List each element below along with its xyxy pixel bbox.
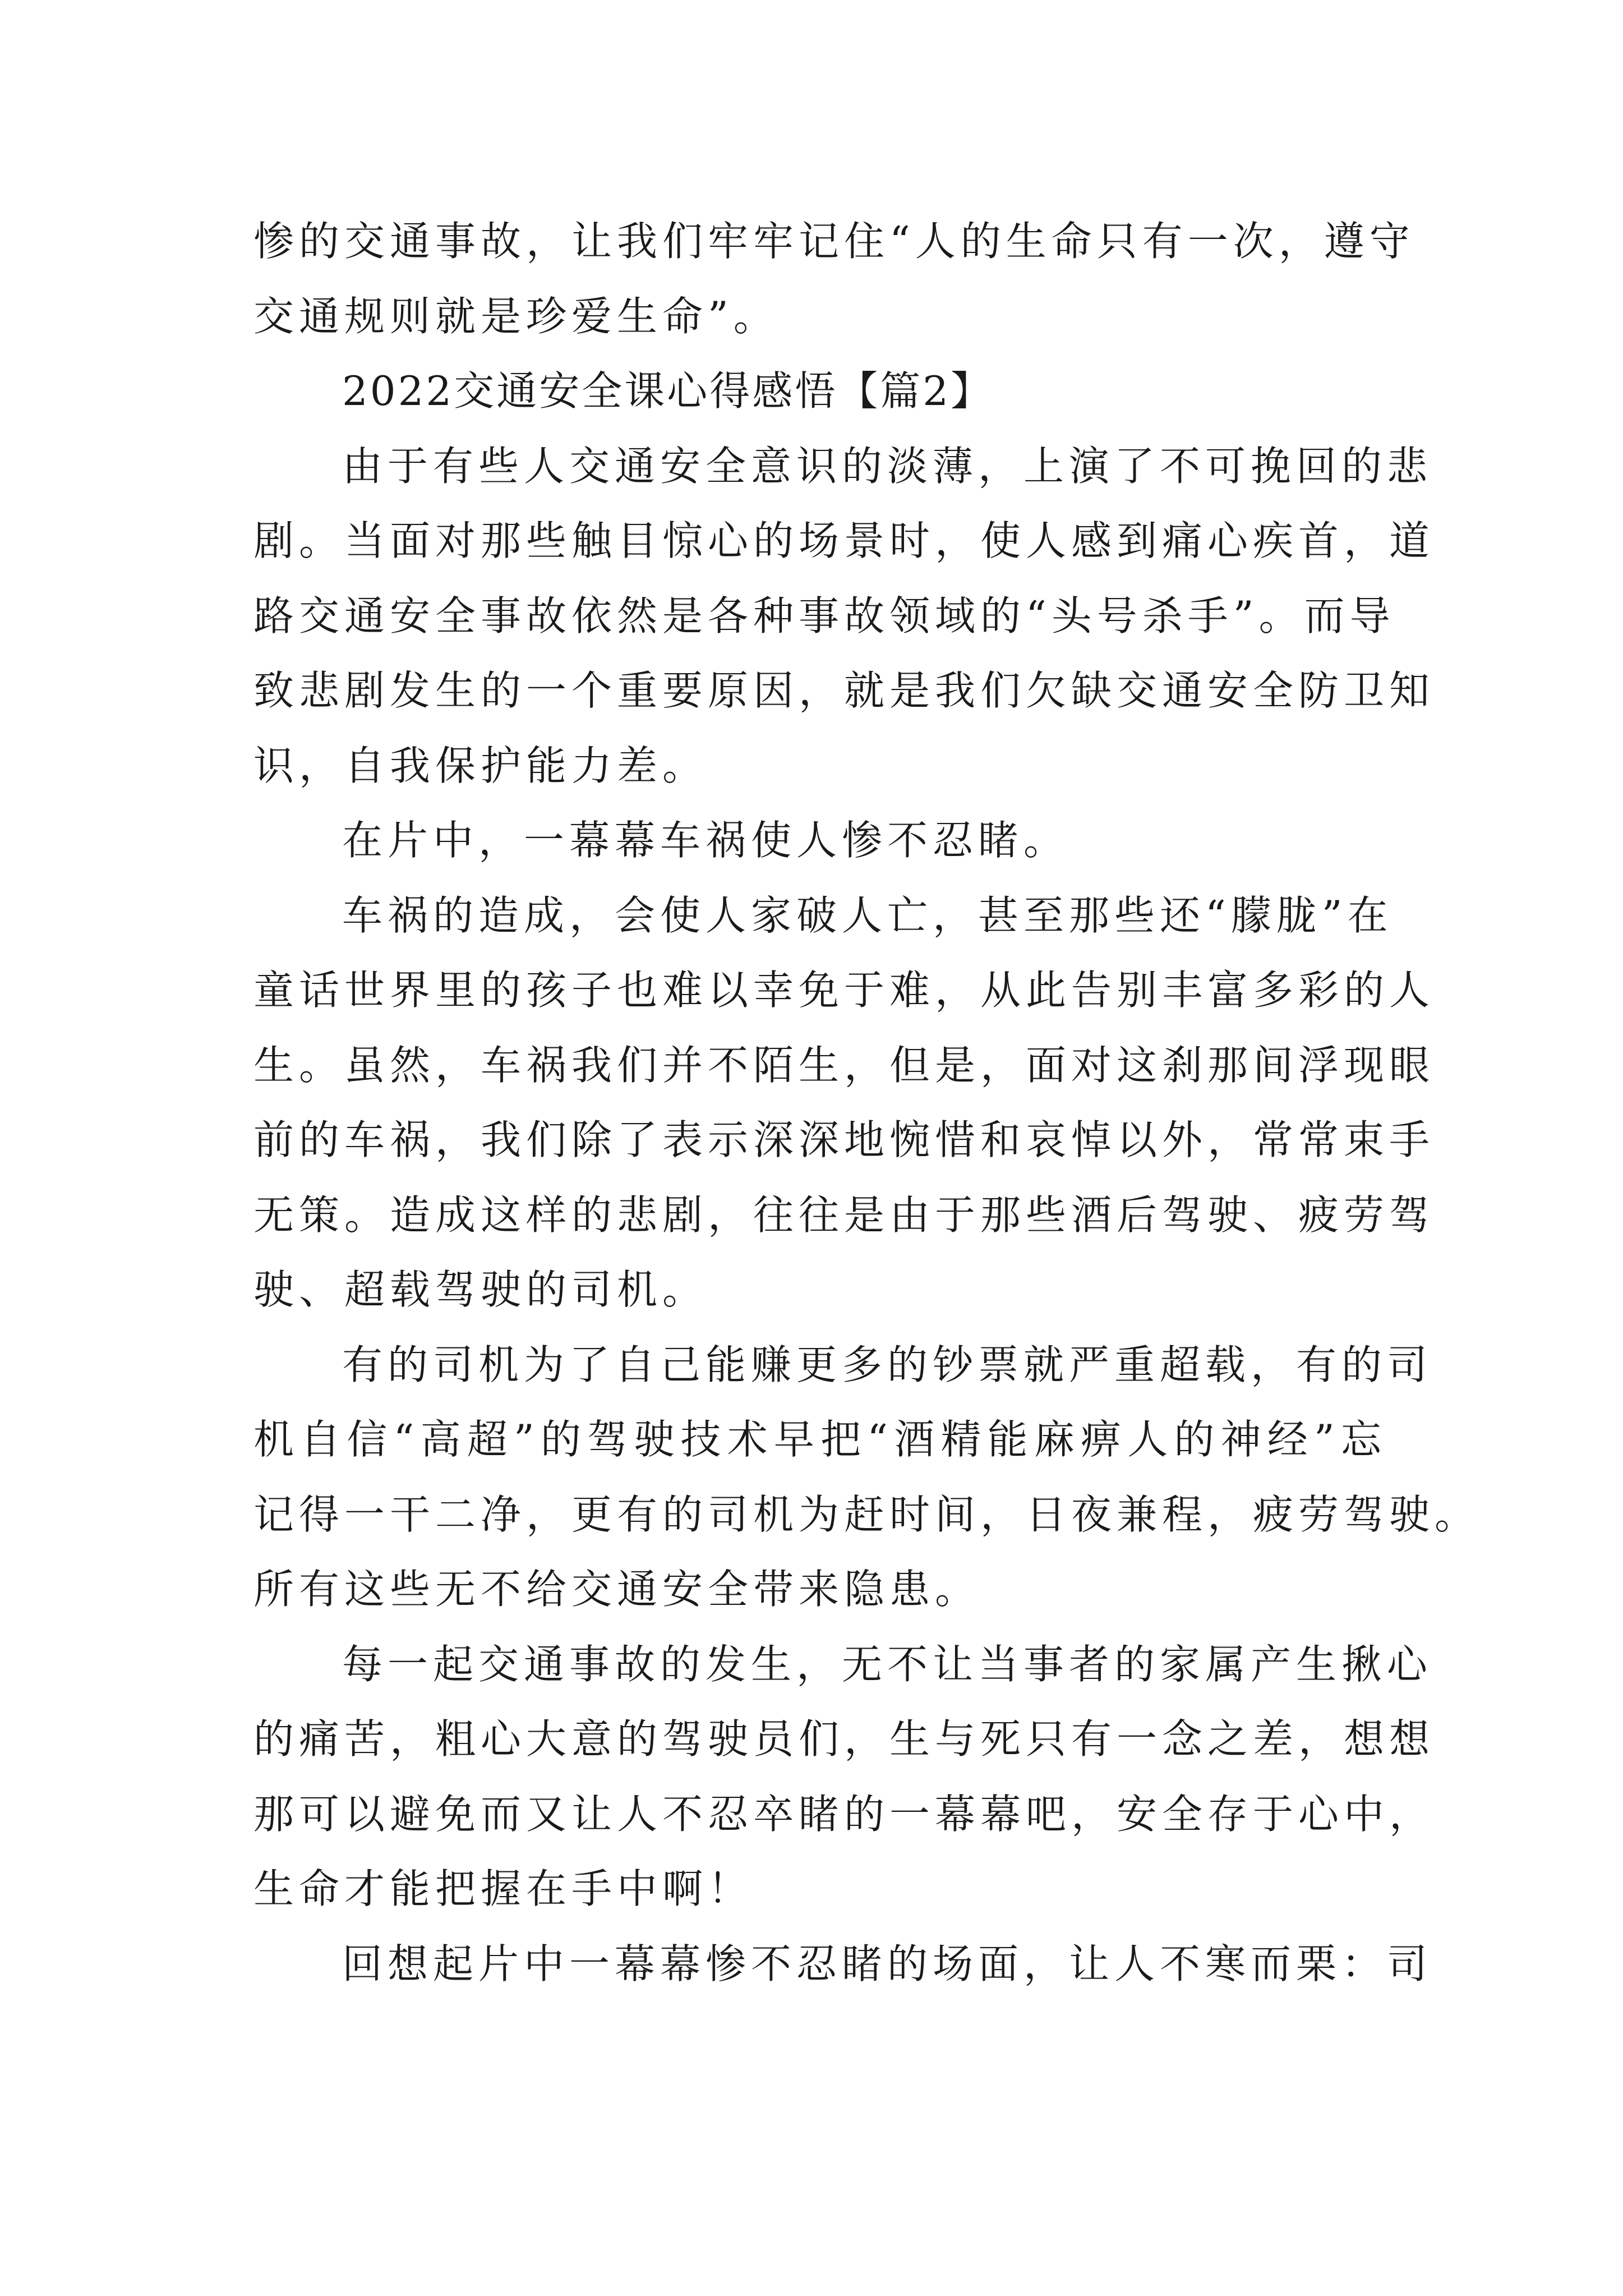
text-line: 由于有些人交通安全意识的淡薄，上演了不可挽回的悲: [342, 442, 1433, 490]
text-line: 每一起交通事故的发生，无不让当事者的家属产生揪心: [342, 1640, 1433, 1688]
text-line: 那可以避免而又让人不忍卒睹的一幕幕吧，安全存于心中，: [253, 1790, 1435, 1838]
text-line: 的痛苦，粗心大意的驾驶员们，生与死只有一念之差，想想: [253, 1715, 1435, 1763]
text-line: 机自信“高超”的驾驶技术早把“酒精能麻痹人的神经”忘: [253, 1416, 1386, 1463]
text-line: 生命才能把握在手中啊！: [253, 1865, 754, 1912]
text-line: 回想起片中一幕幕惨不忍睹的场面，让人不寒而栗：司: [342, 1940, 1433, 1987]
text-line: 所有这些无不给交通安全带来隐患。: [253, 1566, 981, 1613]
text-line: 路交通安全事故依然是各种事故领域的“头号杀手”。而导: [253, 592, 1395, 639]
text-line: 童话世界里的孩子也难以幸免于难，从此告别丰富多彩的人: [253, 967, 1435, 1014]
document-body: [253, 204, 1481, 2001]
section-heading: 2022交通安全课心得感悟【篇2】: [342, 367, 994, 415]
text-line: 识，自我保护能力差。: [253, 742, 708, 789]
text-line: 车祸的造成，会使人家破人亡，甚至那些还“朦胧”在: [342, 891, 1393, 939]
text-line: 记得一干二净，更有的司机为赶时间，日夜兼程，疲劳驾驶。: [253, 1490, 1481, 1538]
text-line: 前的车祸，我们除了表示深深地惋惜和哀悼以外，常常束手: [253, 1116, 1435, 1163]
text-line: 生。虽然，车祸我们并不陌生，但是，面对这刹那间浮现眼: [253, 1041, 1435, 1089]
text-line: 无策。造成这样的悲剧，往往是由于那些酒后驾驶、疲劳驾: [253, 1191, 1435, 1239]
text-line: 驶、超载驾驶的司机。: [253, 1266, 708, 1313]
text-line: 剧。当面对那些触目惊心的场景时，使人感到痛心疾首，道: [253, 517, 1435, 564]
text-line: 惨的交通事故，让我们牢牢记住“人的生命只有一次，遵守: [253, 218, 1415, 265]
text-line: 在片中，一幕幕车祸使人惨不忍睹。: [342, 817, 1069, 864]
text-line: 有的司机为了自己能赚更多的钞票就严重超载，有的司: [342, 1341, 1433, 1388]
text-line: 交通规则就是珍爱生命”。: [253, 292, 779, 340]
text-line: 致悲剧发生的一个重要原因，就是我们欠缺交通安全防卫知: [253, 667, 1435, 714]
